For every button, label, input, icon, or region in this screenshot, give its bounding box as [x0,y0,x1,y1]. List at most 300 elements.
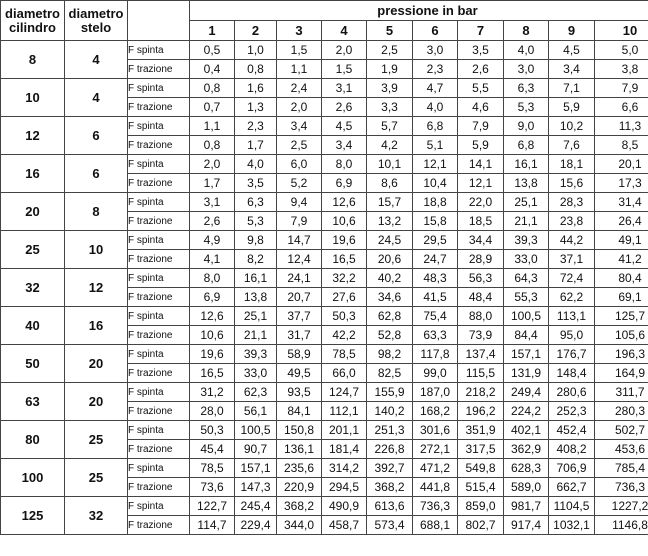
force-value-cell: 137,4 [458,345,504,364]
force-value-cell: 24,7 [413,250,458,269]
force-value-cell: 34,4 [458,231,504,250]
push-force-label: F spinta [128,193,190,212]
force-value-cell: 2,5 [367,41,413,60]
force-value-cell: 10,1 [367,155,413,174]
force-value-cell: 201,1 [322,421,367,440]
force-value-cell: 148,4 [549,364,595,383]
force-value-cell: 39,3 [235,345,277,364]
force-value-cell: 52,8 [367,326,413,345]
force-value-cell: 78,5 [190,459,235,478]
force-value-cell: 18,5 [458,212,504,231]
force-value-cell: 98,2 [367,345,413,364]
force-value-cell: 25,1 [235,307,277,326]
force-value-cell: 84,4 [504,326,549,345]
force-value-cell: 2,4 [277,79,322,98]
force-value-cell: 12,6 [190,307,235,326]
pressure-header-6: 6 [413,21,458,41]
force-value-cell: 12,6 [322,193,367,212]
force-value-cell: 82,5 [367,364,413,383]
pull-force-label: F trazione [128,440,190,459]
force-value-cell: 368,2 [277,497,322,516]
force-value-cell: 4,0 [413,98,458,117]
pull-force-label: F trazione [128,250,190,269]
force-value-cell: 453,6 [595,440,648,459]
pull-force-label: F trazione [128,478,190,497]
force-value-cell: 26,4 [595,212,648,231]
force-value-cell: 344,0 [277,516,322,535]
push-force-label: F spinta [128,79,190,98]
force-value-cell: 196,2 [458,402,504,421]
force-value-cell: 2,6 [458,60,504,79]
force-value-cell: 22,0 [458,193,504,212]
force-value-cell: 140,2 [367,402,413,421]
force-value-cell: 218,2 [458,383,504,402]
force-value-cell: 31,7 [277,326,322,345]
force-value-cell: 19,6 [322,231,367,250]
force-value-cell: 6,3 [235,193,277,212]
force-value-cell: 4,5 [549,41,595,60]
force-value-cell: 48,3 [413,269,458,288]
table-row [1,459,648,478]
table-row [1,41,648,60]
force-value-cell: 549,8 [458,459,504,478]
force-value-cell: 317,5 [458,440,504,459]
force-value-cell: 249,4 [504,383,549,402]
force-value-cell: 368,2 [367,478,413,497]
force-value-cell: 3,8 [595,60,648,79]
force-value-cell: 20,7 [277,288,322,307]
pressure-header-9: 9 [549,21,595,41]
rod-diameter-cell: 16 [65,307,128,345]
force-value-cell: 12,4 [277,250,322,269]
force-value-cell: 27,6 [322,288,367,307]
force-value-cell: 16,5 [190,364,235,383]
force-value-cell: 515,4 [458,478,504,497]
force-value-cell: 1,9 [367,60,413,79]
cylinder-diameter-cell: 50 [1,345,65,383]
force-value-cell: 2,0 [277,98,322,117]
force-value-cell: 6,8 [413,117,458,136]
push-force-label: F spinta [128,383,190,402]
force-value-cell: 3,3 [367,98,413,117]
force-value-cell: 10,2 [549,117,595,136]
force-value-cell: 187,0 [413,383,458,402]
force-value-cell: 1104,5 [549,497,595,516]
force-value-cell: 113,1 [549,307,595,326]
force-value-cell: 0,5 [190,41,235,60]
push-force-label: F spinta [128,421,190,440]
force-value-cell: 613,6 [367,497,413,516]
force-value-cell: 408,2 [549,440,595,459]
push-force-label: F spinta [128,307,190,326]
force-value-cell: 301,6 [413,421,458,440]
force-value-cell: 10,6 [190,326,235,345]
force-value-cell: 3,5 [458,41,504,60]
force-value-cell: 4,0 [235,155,277,174]
rod-diameter-cell: 12 [65,269,128,307]
force-value-cell: 8,2 [235,250,277,269]
table-row [1,269,648,288]
push-force-label: F spinta [128,155,190,174]
force-value-cell: 78,5 [322,345,367,364]
force-value-cell: 99,0 [413,364,458,383]
pressure-header-10: 10 [595,21,648,41]
force-value-cell: 90,7 [235,440,277,459]
force-value-cell: 37,1 [549,250,595,269]
force-value-cell: 73,9 [458,326,504,345]
pressure-header-5: 5 [367,21,413,41]
force-value-cell: 37,7 [277,307,322,326]
force-value-cell: 314,2 [322,459,367,478]
header-pressure: pressione in bar [190,1,648,21]
force-value-cell: 155,9 [367,383,413,402]
cylinder-diameter-cell: 100 [1,459,65,497]
force-value-cell: 3,5 [235,174,277,193]
force-value-cell: 4,0 [504,41,549,60]
force-value-cell: 917,4 [504,516,549,535]
force-value-cell: 168,2 [413,402,458,421]
force-value-cell: 13,2 [367,212,413,231]
table-row [1,383,648,402]
rod-diameter-cell: 20 [65,383,128,421]
force-value-cell: 24,1 [277,269,322,288]
force-value-cell: 1,5 [322,60,367,79]
force-value-cell: 66,0 [322,364,367,383]
force-value-cell: 3,1 [190,193,235,212]
table-row [1,345,648,364]
pull-force-label: F trazione [128,212,190,231]
force-value-cell: 402,1 [504,421,549,440]
force-value-cell: 18,8 [413,193,458,212]
force-value-cell: 280,3 [595,402,648,421]
force-value-cell: 859,0 [458,497,504,516]
rod-diameter-cell: 25 [65,459,128,497]
force-value-cell: 84,1 [277,402,322,421]
pressure-header-8: 8 [504,21,549,41]
force-value-cell: 8,0 [322,155,367,174]
force-value-cell: 6,6 [595,98,648,117]
table-row [1,307,648,326]
force-value-cell: 13,8 [235,288,277,307]
table-row [1,117,648,136]
force-value-cell: 7,9 [595,79,648,98]
force-value-cell: 458,7 [322,516,367,535]
push-force-label: F spinta [128,269,190,288]
force-value-cell: 272,1 [413,440,458,459]
force-value-cell: 0,8 [190,79,235,98]
force-value-cell: 10,4 [413,174,458,193]
force-value-cell: 802,7 [458,516,504,535]
force-value-cell: 280,6 [549,383,595,402]
force-value-cell: 981,7 [504,497,549,516]
force-value-cell: 4,7 [413,79,458,98]
force-value-cell: 31,4 [595,193,648,212]
pull-force-label: F trazione [128,516,190,535]
force-value-cell: 64,3 [504,269,549,288]
force-value-cell: 1,7 [235,136,277,155]
force-value-cell: 662,7 [549,478,595,497]
force-value-cell: 18,1 [549,155,595,174]
force-value-cell: 4,5 [322,117,367,136]
force-value-cell: 0,8 [235,60,277,79]
force-value-cell: 7,1 [549,79,595,98]
force-value-cell: 95,0 [549,326,595,345]
force-value-cell: 157,1 [504,345,549,364]
force-value-cell: 150,8 [277,421,322,440]
rod-diameter-cell: 25 [65,421,128,459]
rod-diameter-cell: 8 [65,193,128,231]
force-value-cell: 88,0 [458,307,504,326]
force-value-cell: 471,2 [413,459,458,478]
force-value-cell: 1,1 [277,60,322,79]
pressure-header-7: 7 [458,21,504,41]
rod-diameter-cell: 4 [65,79,128,117]
force-value-cell: 3,4 [322,136,367,155]
force-value-cell: 164,9 [595,364,648,383]
force-value-cell: 0,8 [190,136,235,155]
force-value-cell: 8,6 [367,174,413,193]
force-value-cell: 48,4 [458,288,504,307]
force-value-cell: 5,1 [413,136,458,155]
force-value-cell: 73,6 [190,478,235,497]
force-value-cell: 28,9 [458,250,504,269]
table-row [1,421,648,440]
force-value-cell: 23,8 [549,212,595,231]
force-value-cell: 362,9 [504,440,549,459]
force-value-cell: 14,7 [277,231,322,250]
force-value-cell: 1,6 [235,79,277,98]
table-row [1,231,648,250]
force-value-cell: 196,3 [595,345,648,364]
force-value-cell: 220,9 [277,478,322,497]
force-value-cell: 31,2 [190,383,235,402]
force-value-cell: 736,3 [413,497,458,516]
force-value-cell: 20,1 [595,155,648,174]
push-force-label: F spinta [128,41,190,60]
force-value-cell: 245,4 [235,497,277,516]
cylinder-diameter-cell: 10 [1,79,65,117]
table-row [1,155,648,174]
force-value-cell: 39,3 [504,231,549,250]
force-value-cell: 785,4 [595,459,648,478]
header-cylinder-diameter: diametro cilindro [1,1,65,41]
cylinder-diameter-cell: 25 [1,231,65,269]
force-value-cell: 628,3 [504,459,549,478]
force-value-cell: 736,3 [595,478,648,497]
force-value-cell: 21,1 [504,212,549,231]
push-force-label: F spinta [128,459,190,478]
force-value-cell: 124,7 [322,383,367,402]
force-value-cell: 1032,1 [549,516,595,535]
force-value-cell: 33,0 [504,250,549,269]
force-value-cell: 25,1 [504,193,549,212]
pressure-header-3: 3 [277,21,322,41]
force-value-cell: 294,5 [322,478,367,497]
force-value-cell: 157,1 [235,459,277,478]
force-value-cell: 32,2 [322,269,367,288]
table-row [1,497,648,516]
cylinder-diameter-cell: 80 [1,421,65,459]
force-value-cell: 3,4 [277,117,322,136]
force-value-cell: 13,8 [504,174,549,193]
force-value-cell: 17,3 [595,174,648,193]
force-value-cell: 9,8 [235,231,277,250]
force-value-cell: 7,9 [277,212,322,231]
force-value-cell: 8,5 [595,136,648,155]
rod-diameter-cell: 6 [65,155,128,193]
force-value-cell: 63,3 [413,326,458,345]
pull-force-label: F trazione [128,136,190,155]
force-value-cell: 1,0 [235,41,277,60]
force-value-cell: 34,6 [367,288,413,307]
push-force-label: F spinta [128,117,190,136]
force-value-cell: 20,6 [367,250,413,269]
force-value-cell: 2,6 [190,212,235,231]
force-value-cell: 45,4 [190,440,235,459]
push-force-label: F spinta [128,231,190,250]
pull-force-label: F trazione [128,288,190,307]
cylinder-diameter-cell: 16 [1,155,65,193]
force-value-cell: 41,2 [595,250,648,269]
force-value-cell: 0,7 [190,98,235,117]
pull-force-label: F trazione [128,402,190,421]
push-force-label: F spinta [128,345,190,364]
force-value-cell: 311,7 [595,383,648,402]
force-value-cell: 392,7 [367,459,413,478]
force-value-cell: 3,0 [504,60,549,79]
force-value-cell: 351,9 [458,421,504,440]
force-value-cell: 1,3 [235,98,277,117]
force-value-cell: 131,9 [504,364,549,383]
force-value-cell: 33,0 [235,364,277,383]
force-value-cell: 40,2 [367,269,413,288]
cylinder-diameter-cell: 63 [1,383,65,421]
pressure-header-4: 4 [322,21,367,41]
force-value-cell: 44,2 [549,231,595,250]
force-value-cell: 2,3 [235,117,277,136]
force-value-cell: 28,0 [190,402,235,421]
force-value-cell: 125,7 [595,307,648,326]
force-value-cell: 9,4 [277,193,322,212]
force-value-cell: 252,3 [549,402,595,421]
force-value-cell: 181,4 [322,440,367,459]
header-rod-diameter: diametro stelo [65,1,128,41]
force-value-cell: 5,5 [458,79,504,98]
force-value-cell: 72,4 [549,269,595,288]
force-value-cell: 50,3 [322,307,367,326]
force-value-cell: 16,1 [504,155,549,174]
push-force-label: F spinta [128,497,190,516]
pull-force-label: F trazione [128,174,190,193]
force-value-cell: 3,0 [413,41,458,60]
force-value-cell: 4,9 [190,231,235,250]
force-value-cell: 29,5 [413,231,458,250]
force-value-cell: 147,3 [235,478,277,497]
force-value-cell: 56,1 [235,402,277,421]
table-row [1,193,648,212]
force-value-cell: 3,9 [367,79,413,98]
force-value-cell: 105,6 [595,326,648,345]
force-value-cell: 5,7 [367,117,413,136]
header-label-column [128,1,190,41]
force-value-cell: 6,9 [322,174,367,193]
force-value-cell: 15,7 [367,193,413,212]
force-value-cell: 2,6 [322,98,367,117]
force-value-cell: 251,3 [367,421,413,440]
force-value-cell: 15,6 [549,174,595,193]
force-value-cell: 3,4 [549,60,595,79]
force-value-cell: 176,7 [549,345,595,364]
force-value-cell: 16,5 [322,250,367,269]
pull-force-label: F trazione [128,364,190,383]
pressure-header-2: 2 [235,21,277,41]
force-value-cell: 15,8 [413,212,458,231]
pull-force-label: F trazione [128,60,190,79]
rod-diameter-cell: 6 [65,117,128,155]
force-value-cell: 28,3 [549,193,595,212]
force-value-cell: 50,3 [190,421,235,440]
force-value-cell: 56,3 [458,269,504,288]
force-value-cell: 452,4 [549,421,595,440]
force-value-cell: 93,5 [277,383,322,402]
force-value-cell: 1,5 [277,41,322,60]
force-value-cell: 7,6 [549,136,595,155]
force-value-cell: 2,3 [413,60,458,79]
force-value-cell: 441,8 [413,478,458,497]
force-value-cell: 6,9 [190,288,235,307]
force-value-cell: 114,7 [190,516,235,535]
force-value-cell: 55,3 [504,288,549,307]
cylinder-diameter-cell: 8 [1,41,65,79]
force-value-cell: 49,1 [595,231,648,250]
force-value-cell: 2,0 [190,155,235,174]
force-value-cell: 502,7 [595,421,648,440]
force-value-cell: 3,1 [322,79,367,98]
force-value-cell: 688,1 [413,516,458,535]
force-value-cell: 80,4 [595,269,648,288]
force-value-cell: 58,9 [277,345,322,364]
force-value-cell: 62,3 [235,383,277,402]
force-value-cell: 0,4 [190,60,235,79]
force-value-cell: 117,8 [413,345,458,364]
force-value-cell: 115,5 [458,364,504,383]
rod-diameter-cell: 20 [65,345,128,383]
force-value-cell: 75,4 [413,307,458,326]
force-value-cell: 19,6 [190,345,235,364]
force-value-cell: 1146,8 [595,516,648,535]
force-value-cell: 235,6 [277,459,322,478]
force-value-cell: 11,3 [595,117,648,136]
force-value-cell: 5,0 [595,41,648,60]
force-value-cell: 122,7 [190,497,235,516]
force-value-cell: 1227,2 [595,497,648,516]
force-value-cell: 21,1 [235,326,277,345]
force-value-cell: 6,3 [504,79,549,98]
rod-diameter-cell: 10 [65,231,128,269]
cylinder-diameter-cell: 40 [1,307,65,345]
force-value-cell: 100,5 [235,421,277,440]
force-value-cell: 24,5 [367,231,413,250]
pressure-header-1: 1 [190,21,235,41]
force-value-cell: 1,7 [190,174,235,193]
force-value-cell: 8,0 [190,269,235,288]
rod-diameter-cell: 32 [65,497,128,535]
force-value-cell: 6,8 [504,136,549,155]
force-value-cell: 4,6 [458,98,504,117]
force-value-cell: 62,2 [549,288,595,307]
force-value-cell: 4,2 [367,136,413,155]
force-value-cell: 100,5 [504,307,549,326]
